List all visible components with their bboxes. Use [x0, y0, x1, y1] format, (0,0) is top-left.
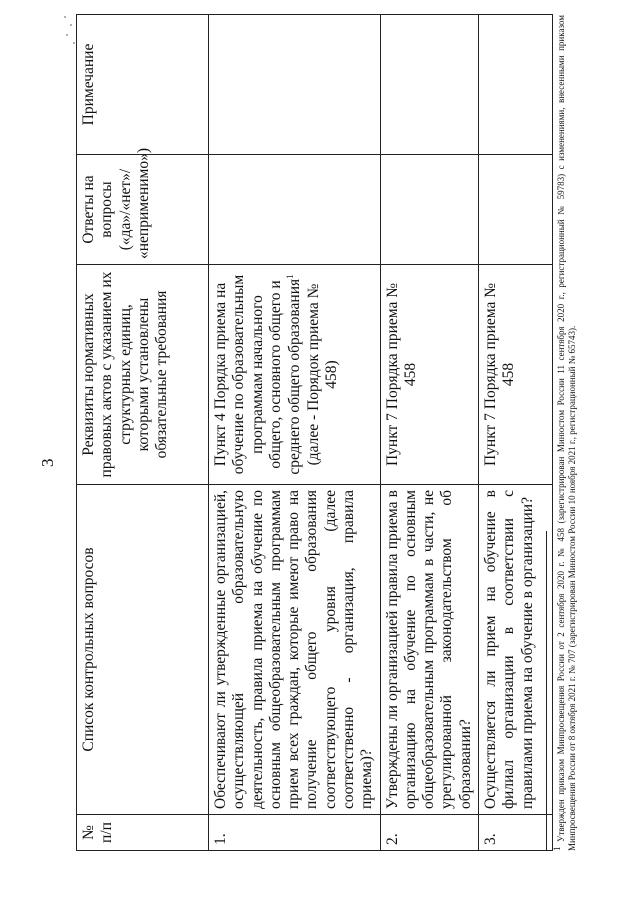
footnote-divider: [546, 531, 547, 851]
row-requisites: [209, 265, 381, 485]
requisites-text: Пункт 4 Порядка приема на обучение по образовательным программам начального общего, основного общего и среднего общего образования: [212, 274, 304, 475]
table-row: [380, 15, 478, 851]
row-note[interactable]: [478, 15, 552, 155]
row-number: 2.: [380, 815, 478, 851]
row-number: 3.: [478, 815, 552, 851]
footnote-ref: 1: [285, 274, 296, 279]
row-answer[interactable]: [478, 155, 552, 265]
row-answer[interactable]: [209, 155, 381, 265]
rotated-document: [76, 15, 602, 851]
header-question: Список контрольных вопросов: [77, 485, 209, 815]
footnote-marker: 1: [552, 846, 562, 851]
footnote-text: Утвержден приказом Минпросвещения России от 2 сентября 2020 г. № 458 (зарегистрирован Минюстом России 11 сентября 2020 г., регистрационный № 59783) с изменениями, внесенными приказом Минпросвещения России от 8 октября 2021 г. № 707 (зарегистрирован Минюстом России 10 ноября 2021 г., регистрационный № 65743).: [556, 14, 578, 851]
row-question: Осуществляется ли прием на обучение в филиал организации в соответствии с правилами приема на обучение в организации?: [478, 485, 552, 815]
row-requisites: Пункт 7 Порядка приема № 458: [380, 265, 478, 485]
table-row: [209, 15, 381, 851]
header-num: № п/п: [77, 815, 209, 851]
row-requisites: Пункт 7 Порядка приема № 458: [478, 265, 552, 485]
header-answer: Ответы на вопросы («да»/«нет»/ «неприменимо»): [77, 155, 209, 265]
page-number: 3: [38, 458, 57, 467]
row-note[interactable]: [380, 15, 478, 155]
footnote: [552, 15, 579, 851]
checklist-table: [76, 14, 553, 851]
requisites-tail: (далее - Порядок приема № 458): [304, 283, 340, 466]
header-requisites: Реквизиты нормативных правовых актов с указанием их структурных единиц, которыми установлены обязательные требования: [77, 265, 209, 485]
table-row: [478, 15, 552, 851]
table-header-row: [77, 15, 209, 851]
row-question: Утверждены ли организацией правила приема в организацию на обучение по основным общеобразовательным программам в части, не урегулированной законодательством об образовании?: [380, 485, 478, 815]
row-answer[interactable]: [380, 155, 478, 265]
row-note[interactable]: [209, 15, 381, 155]
header-note: Примечание: [77, 15, 209, 155]
row-question: Обеспечивают ли утвержденные организацией, осуществляющей образовательную деятельность, правила приема на обучение по основным общеобразовательным программам прием всех граждан, которые имеют право на получение общего образования соответствующего уровня (далее соответственно - организация, правила приема)?: [209, 485, 381, 815]
row-number: 1.: [209, 815, 381, 851]
